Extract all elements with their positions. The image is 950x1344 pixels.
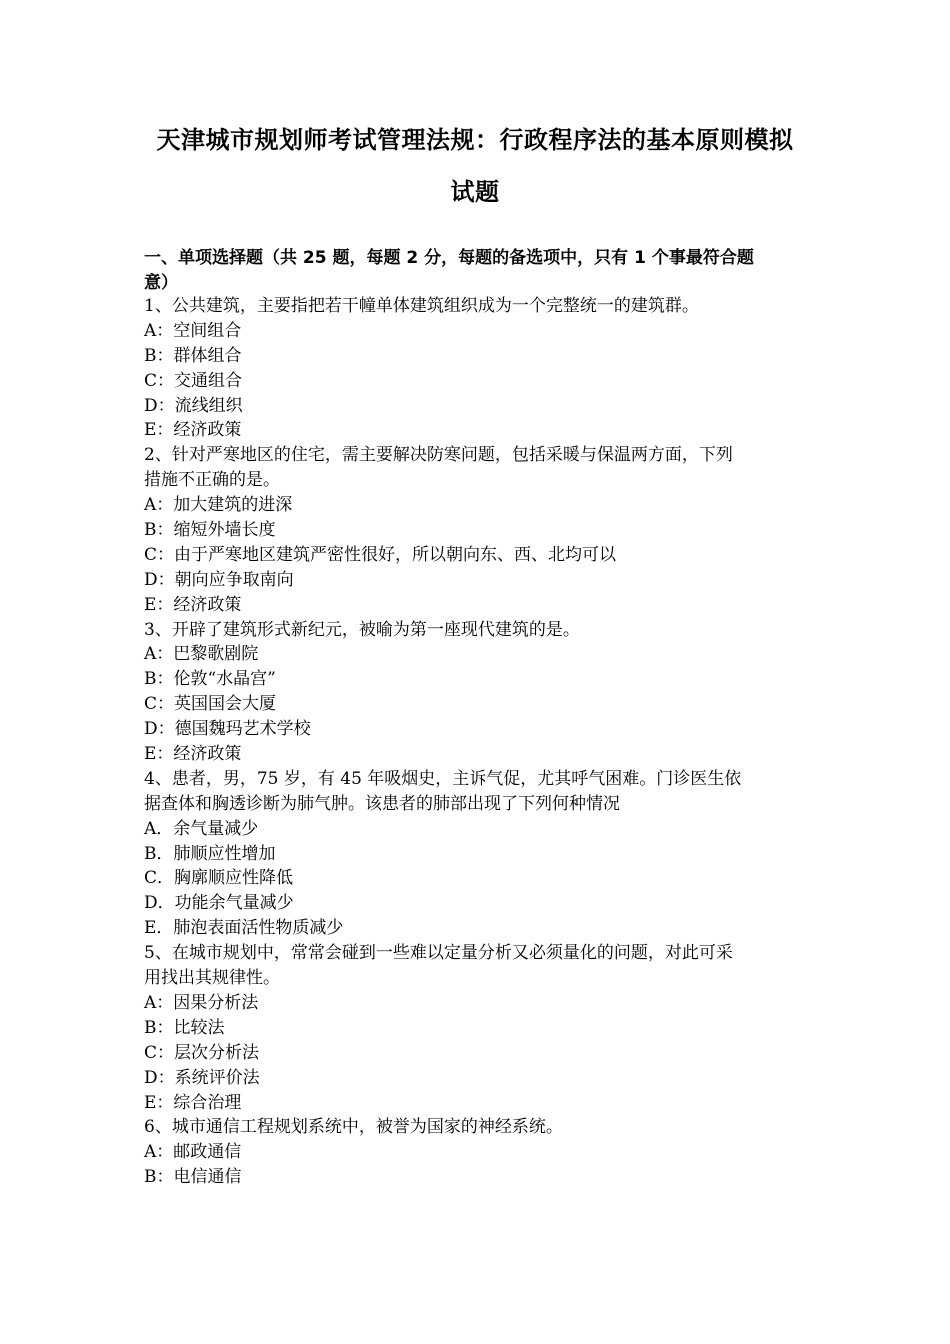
text-line: A：因果分析法 [144,992,259,1013]
text-line: D：德国魏玛艺术学校 [144,719,311,740]
text-line: A．余气量减少 [144,818,259,839]
text-line: A：邮政通信 [144,1142,242,1163]
text-line: 5、在城市规划中，常常会碰到一些难以定量分析又必须量化的问题，对此可采 [144,943,733,964]
text-line: C．胸廓顺应性降低 [144,868,294,889]
text-line: C：层次分析法 [144,1042,260,1063]
text-line: A：巴黎歌剧院 [144,644,259,665]
document-title-line-2: 试题 [450,178,500,206]
text-line: 2、针对严寒地区的住宅，需主要解决防寒问题，包括采暖与保温两方面，下列 [144,445,733,466]
text-line: C：英国国会大厦 [144,694,277,715]
text-line: E：经济政策 [144,744,242,765]
text-line: E：综合治理 [144,1092,242,1113]
text-line: D．功能余气量减少 [144,893,294,914]
section-heading [144,246,808,296]
text-line: C：由于严寒地区建筑严密性很好，所以朝向东、西、北均可以 [144,544,617,565]
text-line: 6、城市通信工程规划系统中，被誉为国家的神经系统。 [144,1117,563,1138]
text-line: 措施不正确的是。 [144,470,280,491]
document-title-line-1: 天津城市规划师考试管理法规：行政程序法的基本原则模拟 [156,126,794,154]
text-line: B：群体组合 [144,345,242,366]
text-line: E．肺泡表面活性物质减少 [144,918,344,939]
text-line: E：经济政策 [144,594,242,615]
text-line: 据查体和胸透诊断为肺气肿。该患者的肺部出现了下列何种情况 [144,793,620,814]
text-line: B：比较法 [144,1017,225,1038]
text-line: 4、患者，男，75 岁，有 45 年吸烟史，主诉气促，尤其呼气困难。门诊医生依 [144,768,742,789]
text-line: E：经济政策 [144,420,242,441]
section-heading-line-2: 意） [144,273,178,293]
text-line: B：电信通信 [144,1167,242,1188]
text-line: B：缩短外墙长度 [144,520,276,541]
text-line: 3、开辟了建筑形式新纪元，被喻为第一座现代建筑的是。 [144,619,580,640]
text-line: D：系统评价法 [144,1067,260,1088]
text-line: C：交通组合 [144,370,243,391]
text-line: 1、公共建筑，主要指把若干幢单体建筑组织成为一个完整统一的建筑群。 [144,296,699,316]
text-line: 用找出其规律性。 [144,968,280,989]
text-line: D：朝向应争取南向 [144,569,294,590]
section-heading-line-1: 一、单项选择题（共 25 题，每题 2 分，每题的备选项中，只有 1 个事最符合题 [144,248,754,268]
text-line: B：伦敦“水晶宫” [144,669,276,690]
text-line: A：加大建筑的进深 [144,495,293,516]
text-line: D：流线组织 [144,395,243,416]
text-line: A：空间组合 [144,320,242,341]
question-list [144,294,808,1190]
text-line: B．肺顺应性增加 [144,843,276,864]
